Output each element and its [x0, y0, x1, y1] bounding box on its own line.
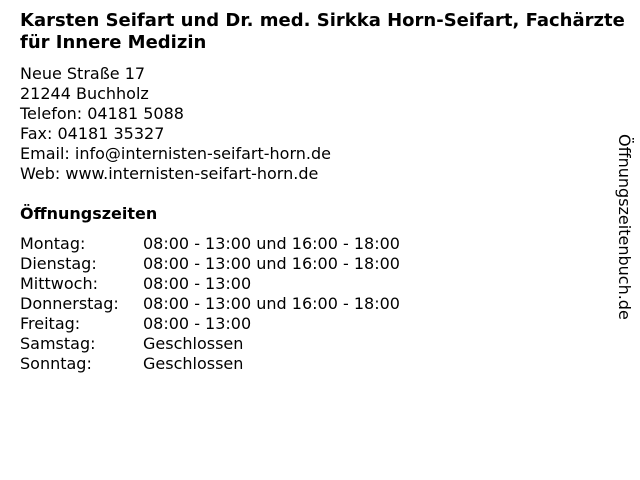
email-address: Email: info@internisten-seifart-horn.de	[20, 144, 331, 163]
opening-hours-table	[20, 234, 400, 374]
hours-row-sunday	[20, 354, 400, 374]
website-address: Web: www.internisten-seifart-horn.de	[20, 164, 319, 183]
hours-row-tuesday	[20, 254, 400, 274]
hours-row-thursday	[20, 294, 400, 314]
hours-day: Sonntag:	[20, 354, 92, 373]
phone-number: Telefon: 04181 5088	[20, 104, 184, 123]
hours-row-monday	[20, 234, 400, 254]
city-address: 21244 Buchholz	[20, 84, 149, 103]
hours-time: 08:00 - 13:00 und 16:00 - 18:00	[143, 294, 400, 313]
hours-row-wednesday	[20, 274, 400, 294]
hours-time: Geschlossen	[143, 354, 244, 373]
hours-day: Montag:	[20, 234, 86, 253]
hours-time: Geschlossen	[143, 334, 244, 353]
hours-time: 08:00 - 13:00	[143, 314, 252, 333]
opening-hours-heading: Öffnungszeiten	[20, 204, 158, 223]
hours-row-saturday	[20, 334, 400, 354]
hours-time: 08:00 - 13:00 und 16:00 - 18:00	[143, 234, 400, 253]
hours-row-friday	[20, 314, 400, 334]
hours-time: 08:00 - 13:00 und 16:00 - 18:00	[143, 254, 400, 273]
page-title: Karsten Seifart und Dr. med. Sirkka Horn-Seifart, Fachärzte für Innere Medizin	[20, 10, 625, 53]
hours-day: Mittwoch:	[20, 274, 98, 293]
hours-time: 08:00 - 13:00	[143, 274, 252, 293]
brand-watermark: Öffnungszeitenbuch.de	[615, 134, 634, 320]
hours-day: Samstag:	[20, 334, 96, 353]
street-address: Neue Straße 17	[20, 64, 146, 83]
hours-day: Freitag:	[20, 314, 81, 333]
fax-number: Fax: 04181 35327	[20, 124, 165, 143]
hours-day: Dienstag:	[20, 254, 97, 273]
hours-day: Donnerstag:	[20, 294, 119, 313]
contact-block	[20, 64, 331, 184]
